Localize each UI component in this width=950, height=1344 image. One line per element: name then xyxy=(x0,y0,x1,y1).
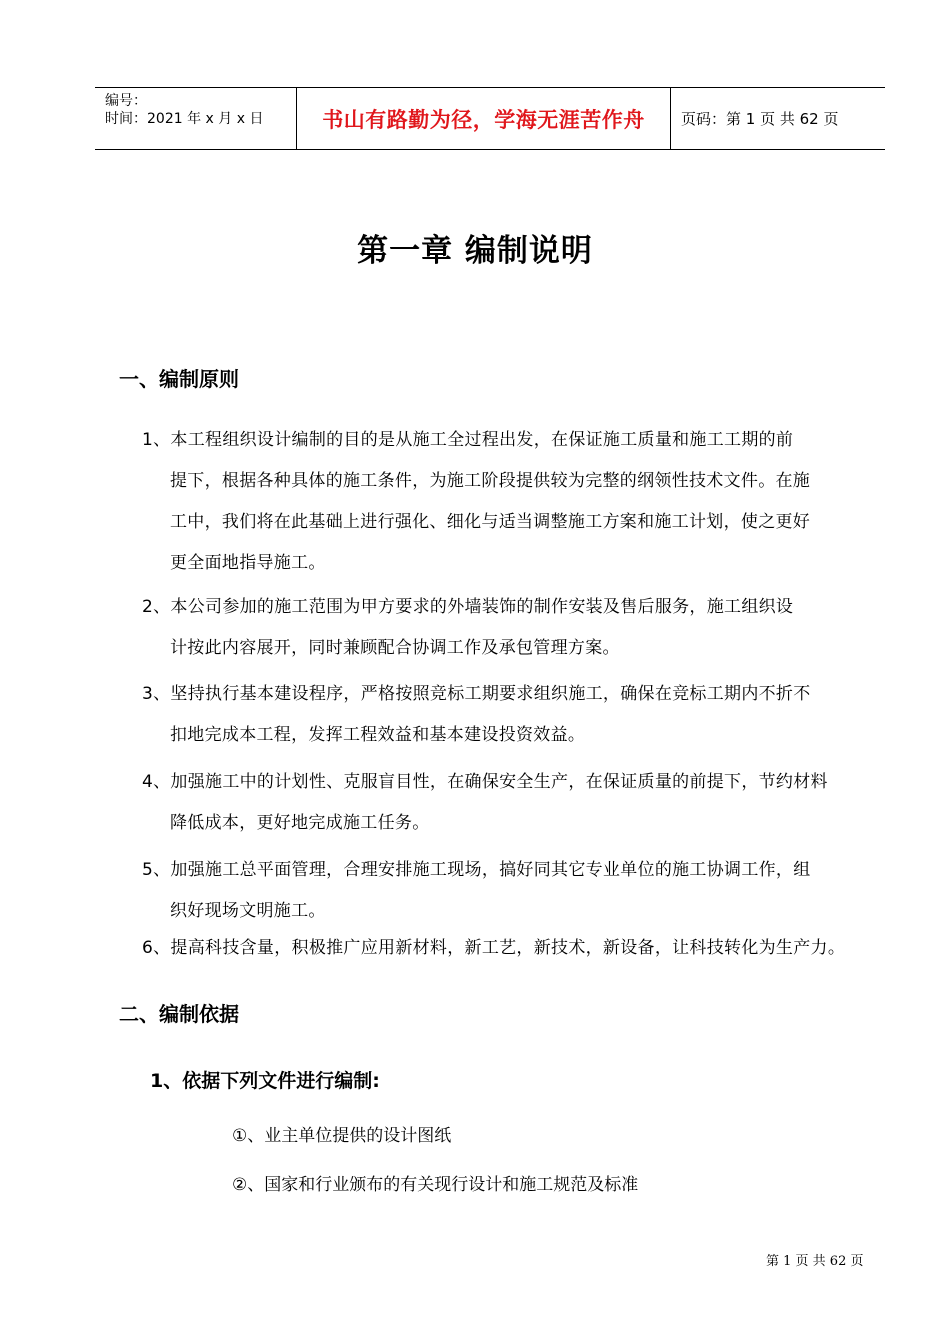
paragraph-line: 提下，根据各种具体的施工条件，为施工阶段提供较为完整的纲领性技术文件。在施 xyxy=(170,471,811,491)
principle-paragraph-5 xyxy=(142,850,867,932)
paragraph-line: 计按此内容展开，同时兼顾配合协调工作及承包管理方案。 xyxy=(170,638,620,658)
header-page-info: 页码：第 1 页 共 62 页 xyxy=(681,110,839,128)
document-number-label: 编号： xyxy=(105,93,147,109)
paragraph-line: 6、提高科技含量，积极推广应用新材料，新工艺，新技术，新设备，让科技转化为生产力。 xyxy=(142,938,846,958)
document-time-label: 时间：2021 年 x 月 x 日 xyxy=(105,111,264,127)
paragraph-line: 4、加强施工中的计划性、克服盲目性，在确保安全生产，在保证质量的前提下，节约材料 xyxy=(142,772,828,792)
basis-sub-heading: 1、依据下列文件进行编制: xyxy=(150,1070,380,1092)
paragraph-line: 更全面地指导施工。 xyxy=(170,553,326,573)
paragraph-line: 3、坚持执行基本建设程序，严格按照竞标工期要求组织施工，确保在竞标工期内不折不 xyxy=(142,684,811,704)
header-motto-cell xyxy=(297,88,671,149)
paragraph-line: 织好现场文明施工。 xyxy=(170,901,326,921)
header-motto: 书山有路勤为径，学海无涯苦作舟 xyxy=(322,107,645,132)
paragraph-line: 1、本工程组织设计编制的目的是从施工全过程出发，在保证施工质量和施工工期的前 xyxy=(142,430,794,450)
principle-paragraph-6 xyxy=(142,928,867,969)
basis-item-1: ①、业主单位提供的设计图纸 xyxy=(232,1126,452,1146)
section-heading-basis: 二、编制依据 xyxy=(119,1002,239,1026)
footer-page-info: 第 1 页 共 62 页 xyxy=(766,1254,864,1269)
chapter-title: 第一章 编制说明 xyxy=(357,233,593,269)
paragraph-line: 工中，我们将在此基础上进行强化、细化与适当调整施工方案和施工计划，使之更好 xyxy=(170,512,811,532)
document-header xyxy=(95,87,885,150)
basis-item-2: ②、国家和行业颁布的有关现行设计和施工规范及标准 xyxy=(232,1175,639,1195)
principle-paragraph-2 xyxy=(142,587,867,669)
section-heading-principles: 一、编制原则 xyxy=(119,367,239,391)
paragraph-line: 降低成本，更好地完成施工任务。 xyxy=(170,813,430,833)
paragraph-line: 5、加强施工总平面管理，合理安排施工现场，搞好同其它专业单位的施工协调工作，组 xyxy=(142,860,811,880)
principle-paragraph-3 xyxy=(142,674,867,756)
paragraph-line: 2、本公司参加的施工范围为甲方要求的外墙装饰的制作安装及售后服务，施工组织设 xyxy=(142,597,794,617)
principle-paragraph-1 xyxy=(142,420,867,584)
header-meta-cell xyxy=(95,88,297,149)
header-page-cell xyxy=(671,88,885,149)
principle-paragraph-4 xyxy=(142,762,867,844)
paragraph-line: 扣地完成本工程，发挥工程效益和基本建设投资效益。 xyxy=(170,725,586,745)
